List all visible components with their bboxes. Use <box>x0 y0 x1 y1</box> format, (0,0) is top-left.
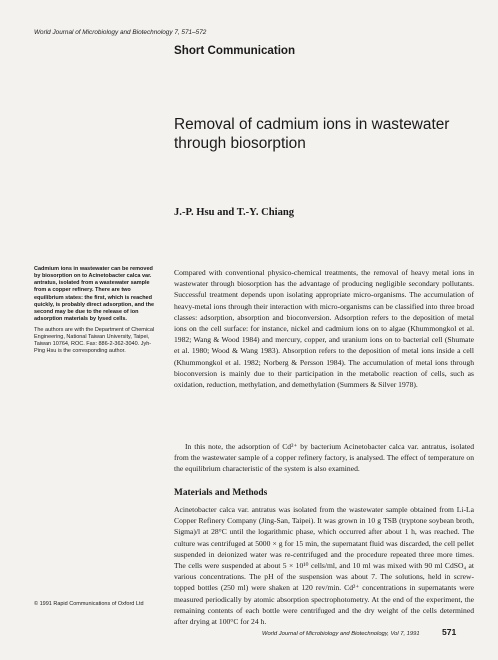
article-title: Removal of cadmium ions in wastewater through biosorption <box>174 116 450 152</box>
section-heading-methods: Materials and Methods <box>174 488 268 498</box>
body-paragraph-intro: Compared with conventional physico-chemical treatments, the removal of heavy metal ions in wastewater through biosorption has the advantage of producing negligible secondary pollutants. Successful treatment depends upon isolating appropriate micro-organisms. The accumulation of heavy-metal ions through their interaction with micro-organisms can be classified into three broad classes: adsorption, absorption and bioconversion. Adsorption refers to the deposition of metal ions on the cell surface: for instance, nickel and cadmium ions on to algae (Khummongkol et al. 1982; Wang & Wood 1984) and mercury, copper, and uranium ions on to bacterial cell (Shumate et al. 1980; Wood & Wang 1983). Absorption refers to the deposition of metal ions inside a cell (Khummongkol et al. 1982; Norberg & Persson 1984). The accumulation of metal ions through bioconversion is mainly due to their participation in the metabolic reaction of cells, such as oxidation, reduction, methylation, and demethylation (Summers & Silver 1978). <box>174 268 474 390</box>
body-paragraph-note: In this note, the adsorption of Cd²⁺ by bacterium Acinetobacter calca var. antratus, isolated from the wastewater sample of a copper refinery factory, is analysed. The effect of temperature on the equilibrium characteristic of the system is also examined. <box>174 442 474 474</box>
sidebar-summary: Cadmium ions in wastewater can be removed by biosorption on to Acinetobacter calca var. antratus, isolated from a wastewater sample from a copper refinery. There are two equilibrium states: the first, which is reached quickly, is probably direct adsorption, and the second may be due to the release of ion adsorption materials by lysed cells. <box>34 266 155 323</box>
authors: J.-P. Hsu and T.-Y. Chiang <box>174 207 295 218</box>
body-paragraph-methods: Acinetobacter calca var. antratus was isolated from the wastewater sample obtained from Li-La Copper Refinery Company (Jing-San, Taipei). It was grown in 10 g TSB (tryptone soybean broth, Sigma)/l at 28°C until the logarithmic phase, which occurred after about 1 h, was reached. The culture was centrifuged at 5000 × g for 15 min, the supernatant fluid was discarded, the cell pellet suspended in deionized water was re-centrifuged and the procedure repeated three more times. The cells were suspended at about 5 × 10¹⁰ cells/ml, and 10 ml was mixed with 90 ml CdSO₄ at various concentrations. The pH of the suspension was about 7. The solutions, held in screw-topped bottles (250 ml) were shaken at 120 rev/min. Cd²⁺ concentrations in supernatants were measured periodically by atomic absorption spectrophotometry. At the end of the experiment, the remaining contents of each bottle were centrifuged and the dry weight of the cells determined after drying at 100°C for 24 h. <box>174 505 474 627</box>
section-label: Short Communication <box>174 44 296 57</box>
sidebar-affiliation: The authors are with the Department of Chemical Engineering, National Taiwan University, Taipei, Taiwan 10764, ROC. Fax: 886-2-362-3040. Jyh-Ping Hsu is the corresponding author. <box>34 327 155 355</box>
running-header: World Journal of Microbiology and Biotechnology 7, 571–572 <box>34 29 207 36</box>
page-number: 571 <box>442 627 457 637</box>
copyright-notice: © 1991 Rapid Communications of Oxford Ltd <box>34 601 144 607</box>
footer-journal: World Journal of Microbiology and Biotechnology, Vol 7, 1991 <box>262 631 420 637</box>
